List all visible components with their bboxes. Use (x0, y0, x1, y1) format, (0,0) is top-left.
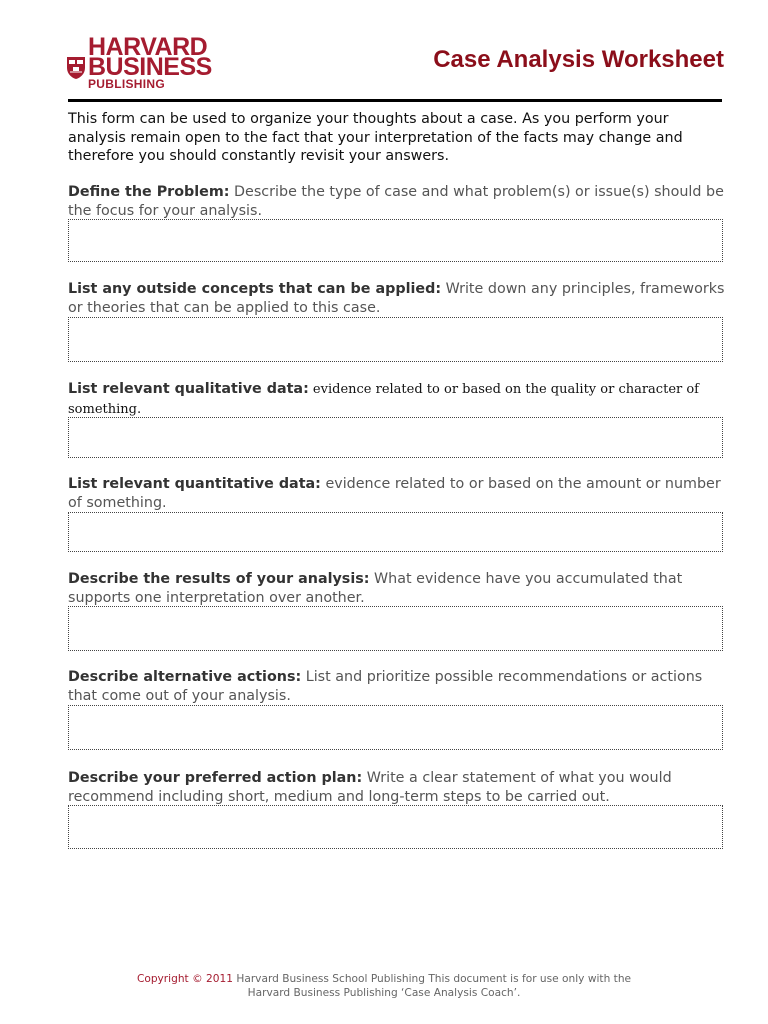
section-prompt (68, 380, 728, 419)
hbp-logo (66, 34, 226, 94)
section-define-problem (68, 183, 728, 220)
footer-copyright: Copyright © 2011 (136, 973, 233, 985)
section-label: Define the Problem: (68, 184, 230, 200)
section-preferred-action-plan (68, 769, 728, 806)
section-label: Describe the results of your analysis: (68, 571, 370, 587)
answer-box-quantitative-data[interactable] (68, 512, 723, 552)
intro-paragraph: This form can be used to organize your thoughts about a case. As you perform your analysis remain open to the fact that your interpretation of the facts may change and therefore you should constantly revisit your answers. (68, 111, 683, 164)
answer-box-define-problem[interactable] (68, 219, 723, 262)
section-qualitative-data (68, 380, 728, 419)
answer-box-qualitative-data[interactable] (68, 417, 723, 458)
section-quantitative-data (68, 475, 728, 512)
answer-box-results-analysis[interactable] (68, 606, 723, 651)
section-label: List relevant quantitative data: (68, 476, 321, 492)
header-divider (68, 99, 722, 102)
section-prompt (68, 769, 728, 806)
section-description: evidence related to or based on the quality or character of something. (68, 382, 699, 417)
logo-text-publishing: PUBLISHING (88, 77, 166, 91)
answer-box-alternative-actions[interactable] (68, 705, 723, 750)
section-prompt (68, 475, 728, 512)
logo-text-business: BUSINESS (88, 53, 212, 81)
section-description: Write a clear statement of what you would recommend including short, medium and long-term steps to be carried out. (68, 770, 672, 805)
harvard-shield-icon (66, 56, 86, 80)
section-description: evidence related to or based on the amount or number of something. (68, 476, 721, 511)
section-prompt (68, 570, 728, 607)
answer-box-preferred-action-plan[interactable] (68, 805, 723, 849)
footer-notice: Harvard Business School Publishing This document is for use only with the (233, 973, 632, 985)
section-prompt (68, 668, 728, 705)
section-label: List relevant qualitative data: (68, 381, 309, 397)
logo-text-harvard: HARVARD (88, 33, 208, 61)
section-label: Describe alternative actions: (68, 669, 302, 685)
section-description: What evidence have you accumulated that supports one interpretation over another. (68, 571, 683, 606)
footer-line-2: Harvard Business Publishing ‘Case Analysis Coach’. (247, 987, 521, 999)
footer (0, 972, 768, 1000)
section-outside-concepts (68, 280, 728, 317)
document-title: Case Analysis Worksheet (433, 46, 724, 73)
section-prompt (68, 183, 728, 220)
section-alternative-actions (68, 668, 728, 705)
section-description: Write down any principles, frameworks or theories that can be applied to this case. (68, 281, 725, 316)
section-results-analysis (68, 570, 728, 607)
section-description: List and prioritize possible recommendations or actions that come out of your analysis. (68, 669, 703, 704)
footer-line-1 (0, 972, 768, 986)
section-label: Describe your preferred action plan: (68, 770, 363, 786)
section-prompt (68, 280, 728, 317)
section-description: Describe the type of case and what problem(s) or issue(s) should be the focus for your analysis. (68, 184, 724, 219)
section-label: List any outside concepts that can be applied: (68, 281, 442, 297)
answer-box-outside-concepts[interactable] (68, 317, 723, 362)
